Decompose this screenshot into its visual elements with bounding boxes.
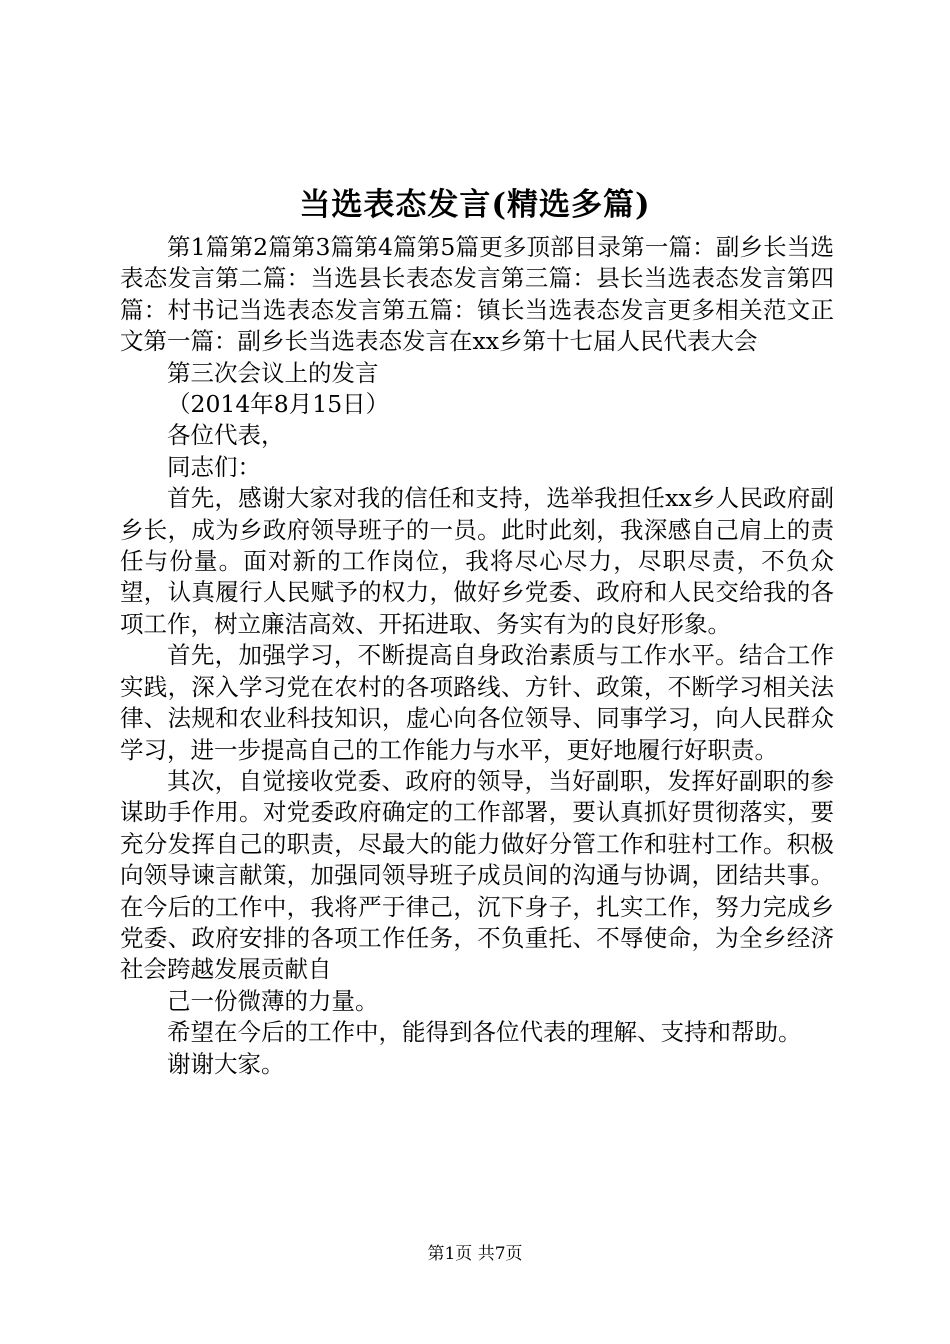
paragraph-continuation: 己一份微薄的力量。 <box>167 986 379 1015</box>
paragraph-salutation-comrades: 同志们： <box>167 452 261 481</box>
paragraph-session: 第三次会议上的发言 <box>167 358 379 387</box>
paragraph-hope: 希望在今后的工作中，能得到各位代表的理解、支持和帮助。 <box>167 1018 802 1047</box>
document-body <box>120 232 834 1080</box>
paragraph-toc: 第1篇第2篇第3篇第4篇第5篇更多顶部目录第一篇：副乡长当选表态发言第二篇：当选县长表态发言第三篇：县长当选表态发言第四篇：村书记当选表态发言第五篇：镇长当选表态发言更多相关范文正文第一篇：副乡长当选表态发言在xx乡第十七届人民代表大会 <box>120 233 834 356</box>
paragraph-study: 首先，加强学习，不断提高自身政治素质与工作水平。结合工作实践，深入学习党在农村的各项路线、方针、政策，不断学习相关法律、法规和农业科技知识，虚心向各位领导、同事学习，向人民群众学习，进一步提高自己的工作能力与水平，更好地履行好职责。 <box>120 641 834 764</box>
page-footer: 第1页 共7页 <box>427 1244 523 1264</box>
paragraph-leadership: 其次，自觉接收党委、政府的领导，当好副职，发挥好副职的参谋助手作用。对党委政府确定的工作部署，要认真抓好贯彻落实，要充分发挥自己的职责，尽最大的能力做好分管工作和驻村工作。积极向领导谏言献策，加强同领导班子成员间的沟通与协调，团结共事。在今后的工作中，我将严于律己，沉下身子，扎实工作，努力完成乡党委、政府安排的各项工作任务，不负重托、不辱使命，为全乡经济社会跨越发展贡献自 <box>120 766 834 984</box>
document-title: 当选表态发言(精选多篇) <box>299 187 651 223</box>
paragraph-date: （2014年8月15日） <box>167 390 390 419</box>
paragraph-salutation-delegates: 各位代表， <box>167 421 285 450</box>
paragraph-thanks: 首先，感谢大家对我的信任和支持，选举我担任xx乡人民政府副乡长，成为乡政府领导班子的一员。此时此刻，我深感自己肩上的责任与份量。面对新的工作岗位，我将尽心尽力，尽职尽责，不负众望，认真履行人民赋予的权力，做好乡党委、政府和人民交给我的各项工作，树立廉洁高效、开拓进取、务实有为的良好形象。 <box>120 484 834 638</box>
paragraph-closing: 谢谢大家。 <box>167 1049 285 1078</box>
